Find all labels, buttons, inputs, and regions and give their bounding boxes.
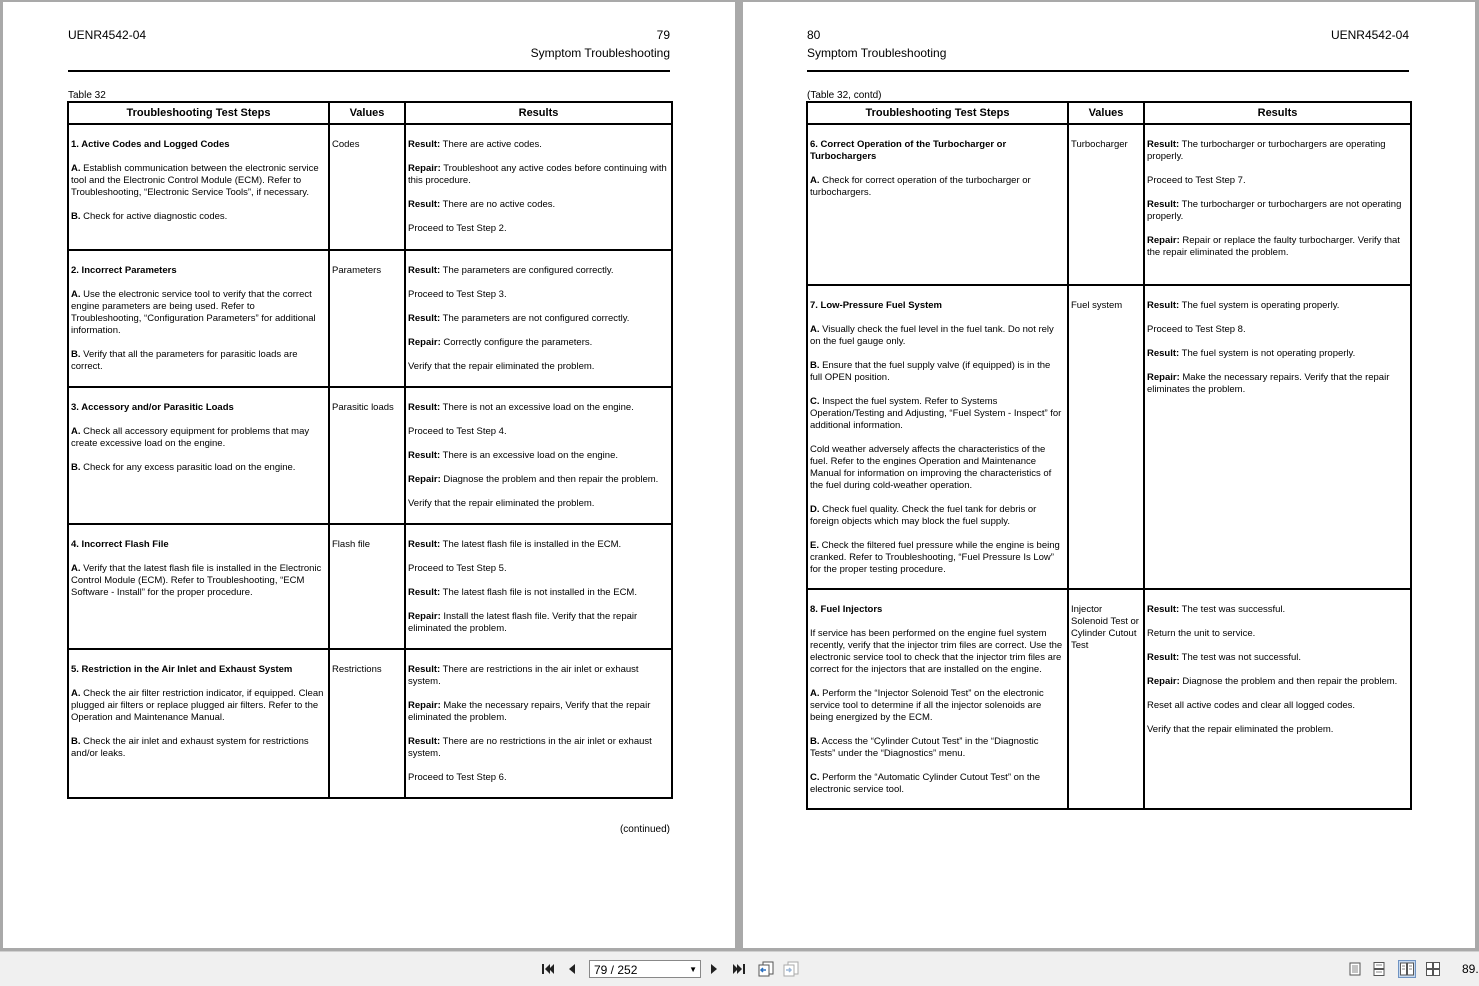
test-step-instruction <box>810 736 1065 760</box>
results-cell <box>405 649 672 798</box>
test-step-instruction <box>810 628 1065 676</box>
step-label: B. <box>71 349 81 360</box>
result-text: Verify that the repair eliminated the problem. <box>408 498 595 509</box>
test-step-title: 6. Correct Operation of the Turbocharger or Turbochargers <box>810 139 1007 162</box>
step-text: Establish communication between the electronic service tool and the Electronic Control Module (ECM). Refer to Troubleshooting, “Electronic Service Tools”, if necessary. <box>71 163 319 198</box>
result-label: Repair: <box>1147 676 1180 687</box>
result-label: Result: <box>408 587 441 598</box>
step-text: Check for correct operation of the turbocharger or turbochargers. <box>810 175 1031 198</box>
result-text: Install the latest flash file. Verify that the repair eliminated the problem. <box>408 611 638 634</box>
result-line <box>408 199 669 211</box>
result-text: The test was not successful. <box>1179 652 1302 663</box>
step-text: Check fuel quality. Check the fuel tank for debris or foreign objects which may block the fuel supply. <box>810 504 1037 527</box>
step-text: Verify that all the parameters for parasitic loads are correct. <box>71 349 298 372</box>
single-page-view-button[interactable] <box>1346 960 1364 978</box>
result-line <box>1147 348 1408 360</box>
result-label: Repair: <box>1147 235 1180 246</box>
result-text: The test was successful. <box>1179 604 1286 615</box>
facing-view-button[interactable] <box>1398 960 1416 978</box>
result-text: Diagnose the problem and then repair the problem. <box>440 474 659 485</box>
result-label: Result: <box>1147 652 1180 663</box>
result-line <box>1147 139 1408 163</box>
value-cell: Codes <box>329 124 405 250</box>
result-text: Reset all active codes and clear all logged codes. <box>1147 700 1356 711</box>
table-row <box>68 250 672 387</box>
continuous-page-icon <box>1373 962 1385 976</box>
document-id: UENR4542-04 <box>1330 28 1409 42</box>
table-row <box>68 649 672 798</box>
continued-note: (continued) <box>619 824 670 835</box>
results-cell <box>1144 124 1411 285</box>
value-cell: Injector Solenoid Test or Cylinder Cutout Test <box>1068 589 1144 809</box>
result-text: The latest flash file is not installed in the ECM. <box>440 587 637 598</box>
table-caption: (Table 32, contd) <box>807 90 882 101</box>
test-step-instruction <box>71 688 326 724</box>
result-line <box>408 426 669 438</box>
result-line <box>1147 199 1408 223</box>
table-row <box>68 124 672 250</box>
test-step-instruction <box>810 688 1065 724</box>
step-label: A. <box>71 688 81 699</box>
result-text: The parameters are not configured correctly. <box>440 313 630 324</box>
result-text: There are active codes. <box>440 139 542 150</box>
step-label: A. <box>71 289 81 300</box>
next-page-icon <box>709 963 719 975</box>
test-step-cell <box>68 124 329 250</box>
result-label: Result: <box>408 199 441 210</box>
result-text: Proceed to Test Step 4. <box>408 426 507 437</box>
result-text: The parameters are configured correctly. <box>440 265 614 276</box>
result-text: Make the necessary repairs, Verify that the repair eliminated the problem. <box>408 700 651 723</box>
result-text: There are restrictions in the air inlet or exhaust system. <box>408 664 639 687</box>
step-label: C. <box>810 772 820 783</box>
step-label: B. <box>71 211 81 222</box>
result-text: There is an excessive load on the engine. <box>440 450 619 461</box>
step-text: Ensure that the fuel supply valve (if equipped) is in the full OPEN position. <box>810 360 1051 383</box>
step-text: Check the air inlet and exhaust system for restrictions and/or leaks. <box>71 736 309 759</box>
result-text: The fuel system is not operating properly. <box>1179 348 1356 359</box>
test-step-instruction <box>810 504 1065 528</box>
table-row <box>68 524 672 649</box>
result-line <box>408 361 669 373</box>
results-cell <box>405 524 672 649</box>
step-label: A. <box>71 163 81 174</box>
result-text: There is not an excessive load on the engine. <box>440 402 634 413</box>
table-row <box>807 285 1411 589</box>
step-label: B. <box>810 736 820 747</box>
test-step-instruction <box>810 444 1065 492</box>
result-label: Result: <box>1147 300 1180 311</box>
test-step-instruction <box>810 324 1065 348</box>
column-header-steps: Troubleshooting Test Steps <box>68 102 329 124</box>
result-label: Result: <box>408 265 441 276</box>
result-text: Proceed to Test Step 8. <box>1147 324 1246 335</box>
continuous-view-button[interactable] <box>1370 960 1388 978</box>
result-text: Proceed to Test Step 6. <box>408 772 507 783</box>
value-cell: Parasitic loads <box>329 387 405 524</box>
last-page-icon <box>732 963 746 975</box>
test-step-instruction <box>71 736 326 760</box>
result-label: Result: <box>408 402 441 413</box>
result-text: Correctly configure the parameters. <box>440 337 593 348</box>
facing-pages-icon <box>1400 962 1414 976</box>
test-step-instruction <box>810 540 1065 576</box>
troubleshooting-table <box>806 101 1412 810</box>
result-label: Repair: <box>408 700 441 711</box>
previous-page-button[interactable] <box>561 958 583 980</box>
chevron-down-icon: ▼ <box>689 965 697 974</box>
first-page-icon <box>541 963 555 975</box>
table-caption: Table 32 <box>68 90 106 101</box>
result-line <box>408 611 669 635</box>
result-label: Repair: <box>408 163 441 174</box>
section-title: Symptom Troubleshooting <box>807 46 947 60</box>
test-step-cell <box>807 589 1068 809</box>
column-header-results: Results <box>1144 102 1411 124</box>
previous-page-icon <box>567 963 577 975</box>
column-header-results: Results <box>405 102 672 124</box>
result-text: Troubleshoot any active codes before continuing with this procedure. <box>408 163 667 186</box>
result-text: There are no restrictions in the air inlet or exhaust system. <box>408 736 652 759</box>
pdf-page-left <box>3 2 735 948</box>
table-row <box>807 124 1411 285</box>
page-number: 80 <box>807 28 821 42</box>
result-line <box>1147 676 1408 688</box>
step-text: Check for active diagnostic codes. <box>80 211 228 222</box>
step-text: Cold weather adversely affects the characteristics of the fuel. Refer to the engines Operation and Maintenance Manual for information on improving the characteristics of the fuel during cold-weather operation. <box>810 444 1052 491</box>
next-page-button[interactable] <box>703 958 725 980</box>
step-label: B. <box>810 360 820 371</box>
test-step-cell <box>68 524 329 649</box>
test-step-instruction <box>71 349 326 373</box>
result-label: Result: <box>1147 604 1180 615</box>
test-step-cell <box>807 285 1068 589</box>
column-header-steps: Troubleshooting Test Steps <box>807 102 1068 124</box>
test-step-cell <box>68 387 329 524</box>
results-cell <box>405 387 672 524</box>
test-step-cell <box>68 250 329 387</box>
first-page-button[interactable] <box>537 958 559 980</box>
result-label: Result: <box>1147 199 1180 210</box>
step-label: E. <box>810 540 819 551</box>
result-text: Proceed to Test Step 7. <box>1147 175 1246 186</box>
step-text: Inspect the fuel system. Refer to Systems Operation/Testing and Adjusting, “Fuel System - Inspect” for additional information. <box>810 396 1062 431</box>
go-back-view-icon <box>757 961 775 977</box>
test-step-instruction <box>810 396 1065 432</box>
test-step-title: 5. Restriction in the Air Inlet and Exhaust System <box>71 664 293 675</box>
result-line <box>1147 235 1408 259</box>
result-label: Result: <box>408 664 441 675</box>
result-text: Verify that the repair eliminated the problem. <box>408 361 595 372</box>
pdf-page-right <box>743 2 1475 948</box>
result-label: Result: <box>408 139 441 150</box>
step-text: Perform the “Injector Solenoid Test” on the electronic service tool to determine if all the injector solenoids are being energized by the ECM. <box>810 688 1044 723</box>
result-label: Result: <box>1147 139 1180 150</box>
result-text: Proceed to Test Step 3. <box>408 289 507 300</box>
result-label: Result: <box>1147 348 1180 359</box>
test-step-instruction <box>71 289 326 337</box>
step-text: Visually check the fuel level in the fuel tank. Do not rely on the fuel gauge only. <box>810 324 1054 347</box>
page-number: 79 <box>656 28 670 42</box>
page-indicator: 79 / 252 <box>594 963 638 977</box>
result-line <box>408 664 669 688</box>
header-rule <box>807 70 1409 72</box>
value-cell: Restrictions <box>329 649 405 798</box>
results-cell <box>1144 589 1411 809</box>
result-text: Verify that the repair eliminated the problem. <box>1147 724 1334 735</box>
step-label: C. <box>810 396 820 407</box>
step-label: D. <box>810 504 820 515</box>
test-step-title: 4. Incorrect Flash File <box>71 539 169 550</box>
step-label: B. <box>71 736 81 747</box>
page-number-select[interactable] <box>589 960 701 978</box>
result-line <box>408 313 669 325</box>
result-label: Result: <box>408 313 441 324</box>
result-line <box>408 265 669 277</box>
result-line <box>408 474 669 486</box>
result-line <box>1147 300 1408 312</box>
step-label: A. <box>810 324 820 335</box>
result-text: The fuel system is operating properly. <box>1179 300 1340 311</box>
step-label: B. <box>71 462 81 473</box>
value-cell: Flash file <box>329 524 405 649</box>
result-label: Repair: <box>408 611 441 622</box>
step-text: Use the electronic service tool to verify that the correct engine parameters are being used. Refer to Troubleshooting, “Configuration Parameters” for additional information. <box>71 289 316 336</box>
result-line <box>408 736 669 760</box>
result-line <box>408 498 669 510</box>
result-label: Repair: <box>408 337 441 348</box>
result-line <box>408 139 669 151</box>
result-line <box>1147 372 1408 396</box>
result-line <box>1147 175 1408 187</box>
result-text: There are no active codes. <box>440 199 556 210</box>
result-label: Result: <box>408 450 441 461</box>
step-label: A. <box>71 563 81 574</box>
step-text: Access the “Cylinder Cutout Test” in the “Diagnostic Tests” under the “Diagnostics” menu. <box>810 736 1039 759</box>
test-step-instruction <box>71 462 326 474</box>
results-cell <box>405 250 672 387</box>
result-line <box>408 402 669 414</box>
troubleshooting-table <box>67 101 673 799</box>
test-step-instruction <box>810 772 1065 796</box>
test-step-title: 3. Accessory and/or Parasitic Loads <box>71 402 234 413</box>
result-line <box>408 163 669 187</box>
result-line <box>408 223 669 235</box>
test-step-instruction <box>71 211 326 223</box>
header-rule <box>68 70 670 72</box>
step-label: A. <box>810 688 820 699</box>
value-cell: Fuel system <box>1068 285 1144 589</box>
result-text: Diagnose the problem and then repair the problem. <box>1179 676 1398 687</box>
result-line <box>408 539 669 551</box>
test-step-title: 2. Incorrect Parameters <box>71 265 177 276</box>
column-header-values: Values <box>329 102 405 124</box>
last-page-button[interactable] <box>728 958 750 980</box>
document-id: UENR4542-04 <box>68 28 147 42</box>
step-label: A. <box>71 426 81 437</box>
test-step-title: 1. Active Codes and Logged Codes <box>71 139 230 150</box>
result-line <box>408 337 669 349</box>
test-step-cell <box>807 124 1068 285</box>
section-title: Symptom Troubleshooting <box>530 46 670 60</box>
result-text: The latest flash file is installed in the ECM. <box>440 539 622 550</box>
result-label: Repair: <box>1147 372 1180 383</box>
go-back-view-button[interactable] <box>755 958 777 980</box>
result-line <box>1147 724 1408 736</box>
result-text: Make the necessary repairs. Verify that the repair eliminates the problem. <box>1147 372 1390 395</box>
result-text: Return the unit to service. <box>1147 628 1256 639</box>
continuous-facing-view-button[interactable] <box>1424 960 1442 978</box>
test-step-instruction <box>71 163 326 199</box>
step-text: If service has been performed on the engine fuel system recently, verify that the injector trim files are correct. Use the electronic service tool to check that the injector trim files are correct for the injectors that are installed on the engine. <box>810 628 1063 675</box>
result-text: Proceed to Test Step 5. <box>408 563 507 574</box>
result-label: Result: <box>408 539 441 550</box>
result-line <box>1147 604 1408 616</box>
result-label: Repair: <box>408 474 441 485</box>
result-line <box>408 587 669 599</box>
result-line <box>408 563 669 575</box>
step-text: Perform the “Automatic Cylinder Cutout Test” on the electronic service tool. <box>810 772 1041 795</box>
test-step-instruction <box>71 426 326 450</box>
step-text: Verify that the latest flash file is installed in the Electronic Control Module (ECM). Refer to Troubleshooting, “ECM Software - Install” for the proper procedure. <box>71 563 322 598</box>
result-line <box>408 772 669 784</box>
result-text: The turbocharger or turbochargers are operating properly. <box>1147 139 1386 162</box>
results-cell <box>1144 285 1411 589</box>
step-label: A. <box>810 175 820 186</box>
viewer-toolbar <box>0 951 1479 986</box>
result-text: The turbocharger or turbochargers are not operating properly. <box>1147 199 1402 222</box>
result-line <box>1147 628 1408 640</box>
results-cell <box>405 124 672 250</box>
result-line <box>408 289 669 301</box>
single-page-icon <box>1349 962 1361 976</box>
step-text: Check all accessory equipment for problems that may create excessive load on the engine. <box>71 426 310 449</box>
result-line <box>1147 652 1408 664</box>
test-step-title: 7. Low-Pressure Fuel System <box>810 300 942 311</box>
table-row <box>68 387 672 524</box>
go-forward-view-button[interactable] <box>780 958 802 980</box>
result-line <box>1147 700 1408 712</box>
test-step-title: 8. Fuel Injectors <box>810 604 883 615</box>
step-text: Check the filtered fuel pressure while the engine is being cranked. Refer to Troubleshooting, “Fuel Pressure Is Low” for the proper testing procedure. <box>810 540 1060 575</box>
test-step-instruction <box>810 175 1065 199</box>
continuous-facing-icon <box>1426 962 1440 976</box>
result-text: Proceed to Test Step 2. <box>408 223 507 234</box>
test-step-cell <box>68 649 329 798</box>
test-step-instruction <box>71 563 326 599</box>
result-line <box>408 700 669 724</box>
value-cell: Turbocharger <box>1068 124 1144 285</box>
value-cell: Parameters <box>329 250 405 387</box>
result-line <box>408 450 669 462</box>
column-header-values: Values <box>1068 102 1144 124</box>
step-text: Check the air filter restriction indicator, if equipped. Clean plugged air filters or replace plugged air filters. Refer to the Operation and Maintenance Manual. <box>71 688 324 723</box>
result-line <box>1147 324 1408 336</box>
go-forward-view-icon <box>782 961 800 977</box>
result-text: Repair or replace the faulty turbocharger. Verify that the repair eliminated the problem. <box>1147 235 1400 258</box>
result-label: Result: <box>408 736 441 747</box>
table-row <box>807 589 1411 809</box>
step-text: Check for any excess parasitic load on the engine. <box>80 462 296 473</box>
test-step-instruction <box>810 360 1065 384</box>
zoom-level[interactable]: 89. <box>1462 962 1479 976</box>
